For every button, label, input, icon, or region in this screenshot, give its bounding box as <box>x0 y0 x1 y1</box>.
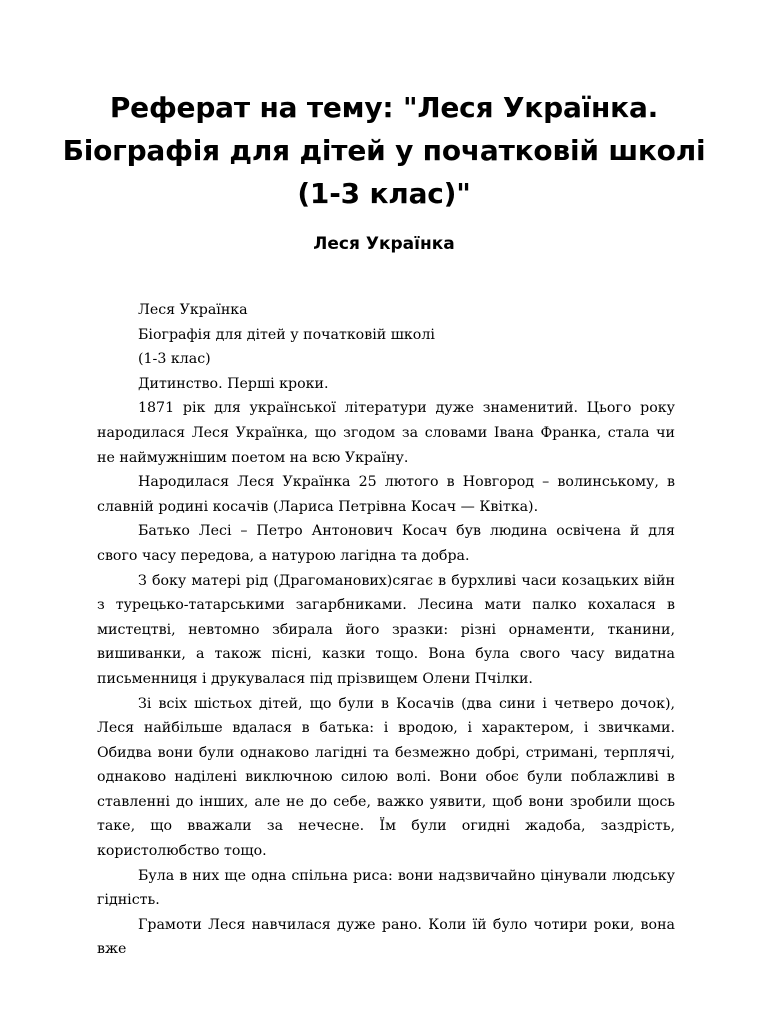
document-title: Реферат на тему: "Леся Українка. Біографія для дітей у початковій школі (1-3 клас)" <box>62 91 706 210</box>
body-line-name: Леся Українка <box>138 302 248 318</box>
document-body <box>97 298 675 962</box>
paragraph: Народилася Леся Українка 25 лютого в Новгород – волинському, в славній родині косачів (Лариса Петрівна Косач — Квітка). <box>97 474 675 515</box>
body-line-grade: (1-3 клас) <box>138 351 211 368</box>
paragraph: Зі всіх шістьох дітей, що були в Косачів (два сини і четверо дочок), Леся найбільше вдалася в батька: і вродою, і характером, і звичками. Обидва вони були однаково лагідні та безмежно добрі, стримані, терплячі, однаково наділені виключною силою волі. Вони обоє були поблажливі в ставленні до інших, але не до себе, важко уявити, щоб вони зробили щось таке, що вважали за нечесне. Їм були огидні жадоба, заздрість, користолюбство тощо. <box>97 695 675 860</box>
paragraph: З боку матері рід (Драгоманових)сягає в бурхливі часи козацьких війн з турецько-татарськими загарбниками. Лесина мати палко кохалася в мистецтві, невтомно збирала його зразки: різні орнаменти, тканини, вишиванки, а також пісні, казки тощо. Вона була свого часу видатна письменниця і друкувалася під прізвищем Олени Пчілки. <box>97 572 675 687</box>
paragraph: Грамоти Леся навчилася дуже рано. Коли їй було чотири роки, вона вже <box>97 916 675 958</box>
document-subtitle: Леся Українка <box>313 234 455 254</box>
paragraph: Батько Лесі – Петро Антонович Косач був людина освічена й для свого часу передова, а натурою лагідна та добра. <box>97 523 675 564</box>
paragraph: 1871 рік для української літератури дуже знаменитий. Цього року народилася Леся Українка, що згодом за словами Івана Франка, стала чи не наймужнішим поетом на всю Україну. <box>97 400 675 466</box>
body-line-subject: Біографія для дітей у початковій школі <box>138 326 435 343</box>
section-heading: Дитинство. Перші кроки. <box>138 375 329 392</box>
paragraph: Була в них ще одна спільна риса: вони надзвичайно цінували людську гідність. <box>97 867 675 909</box>
